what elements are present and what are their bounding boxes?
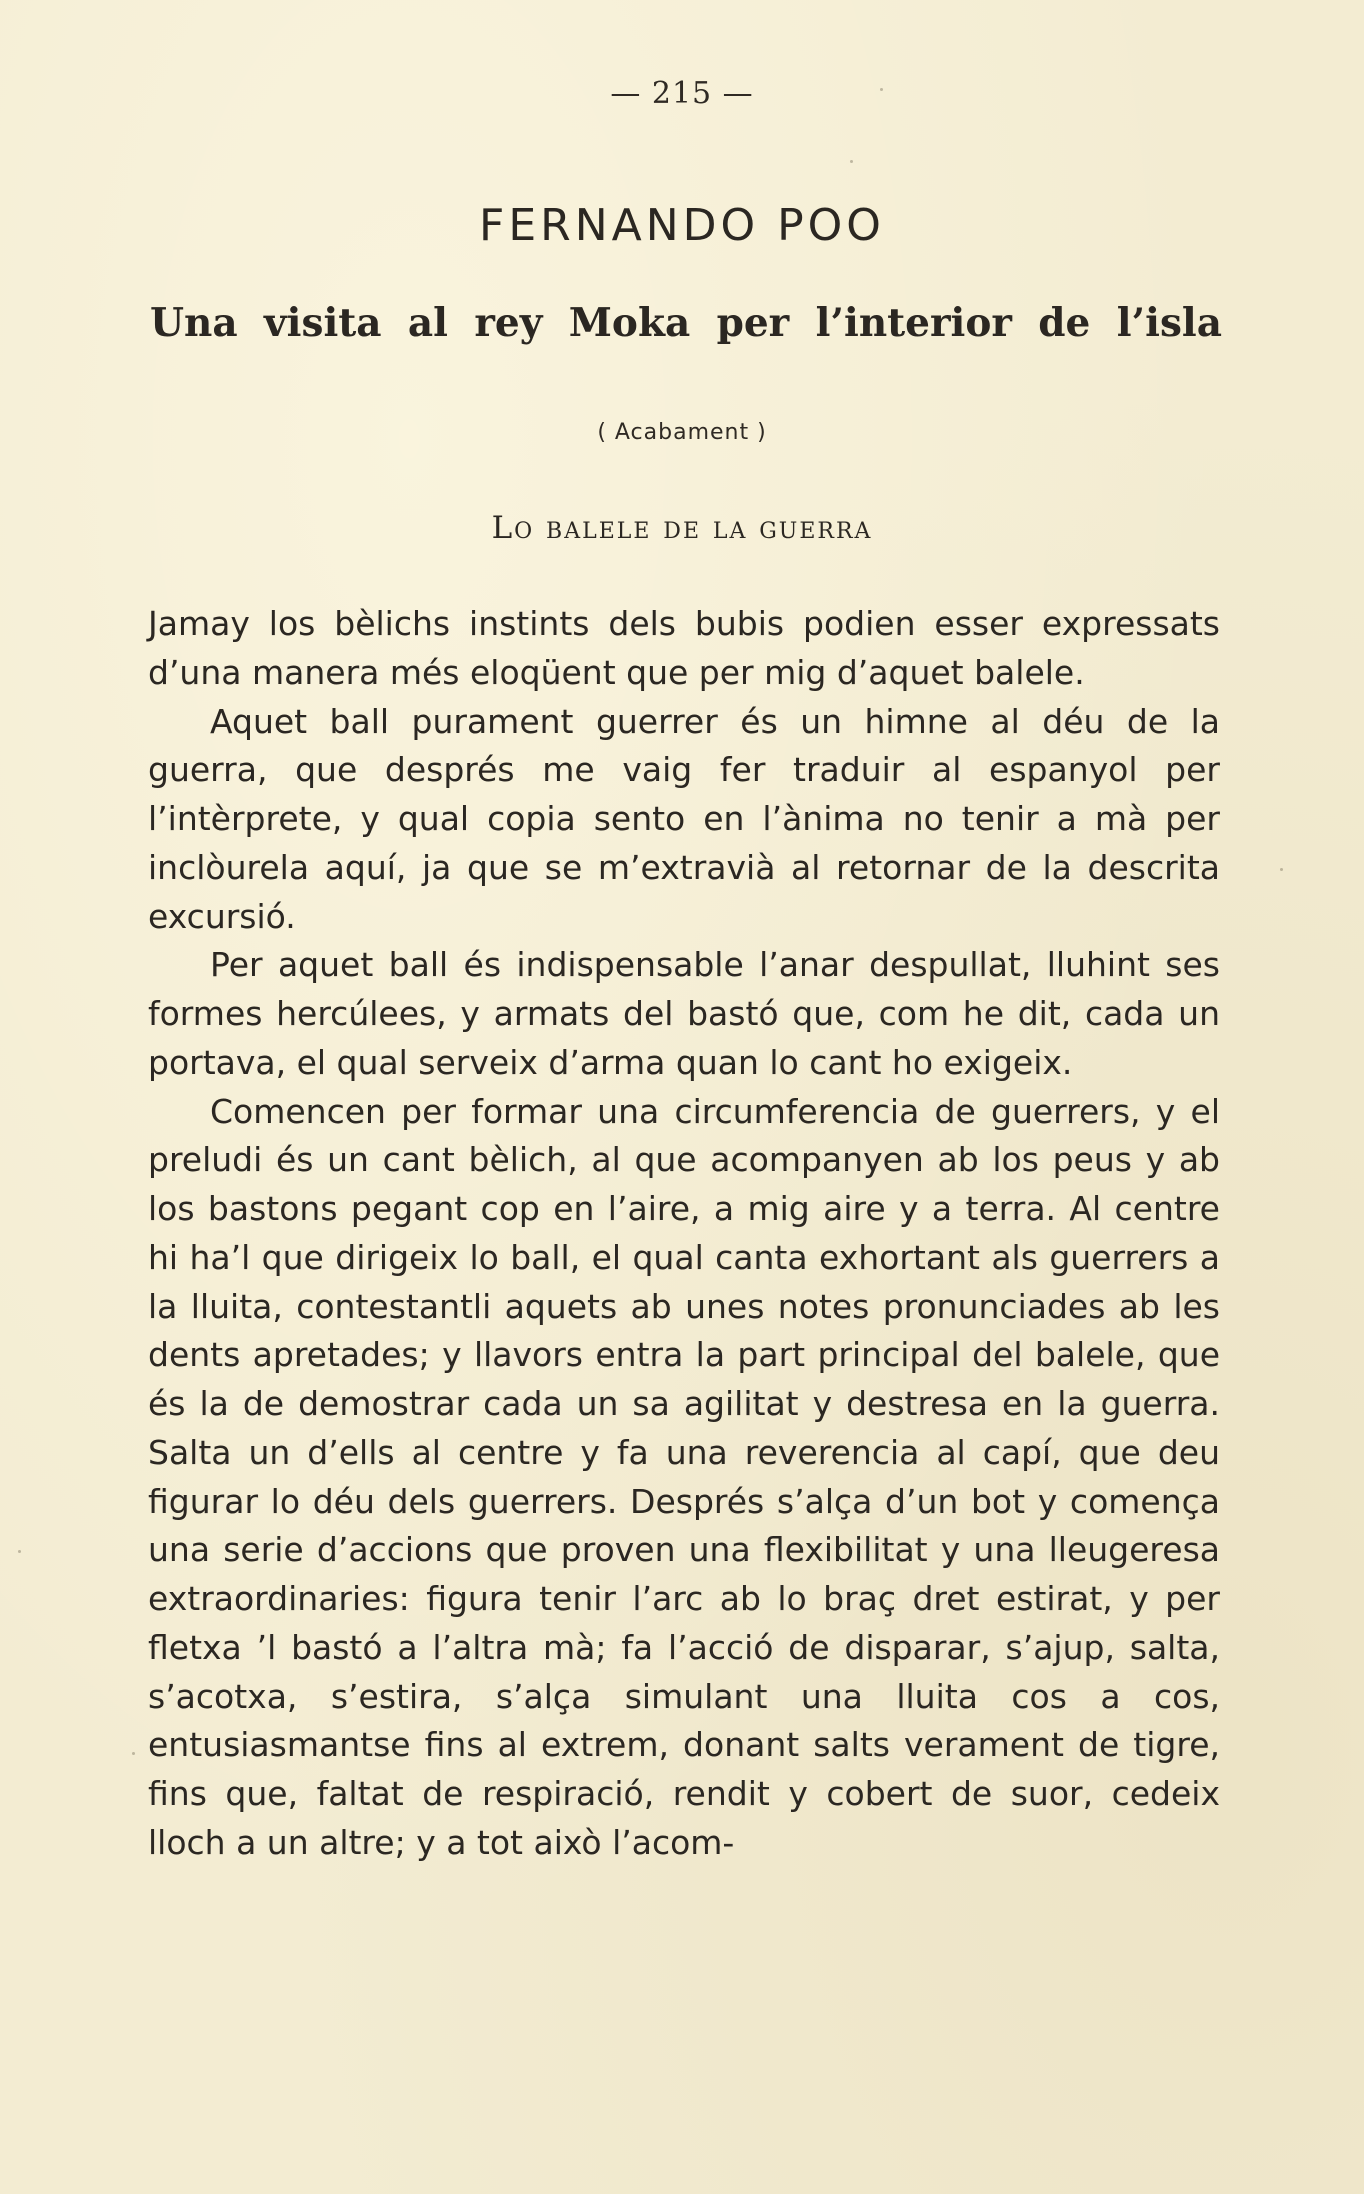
continuation-note: ( Acabament ) [597,420,767,445]
paper-speck [18,1550,21,1553]
paper-speck [132,1752,135,1755]
article-subtitle: Una visita al rey Moka per l’interior de l’isla [150,300,1222,346]
paper-speck [880,88,883,91]
paragraph: Aquet ball purament guerrer és un himne al déu de la guerra, que després me vaig fer traduir al espanyol per l’intèrprete, y qual copia sento en l’ànima no tenir a mà per inclòurela aquí, ja que se m’extravià al retornar de la descrita excursió. [148,701,1220,936]
section-heading: Lo balele de la guerra [491,510,873,546]
body-text [148,600,1220,1868]
paragraph: Jamay los bèlichs instints dels bubis podien esser expressats d’una manera més eloqüent que per mig d’aquet balele. [148,604,1220,692]
paper-speck [850,160,853,163]
paragraph: Comencen per formar una circumferencia de guerrers, y el preludi és un cant bèlich, al que acompanyen ab los peus y ab los bastons pegant cop en l’aire, a mig aire y a terra. Al centre hi ha’l que dirigeix lo ball, el qual canta exhortant als guerrers a la lluita, contestantli aquets ab unes notes pronunciades ab les dents apretades; y llavors entra la part principal del balele, que és la de demostrar cada un sa agilitat y destresa en la guerra. Salta un d’ells al centre y fa una reverencia al capí, que deu figurar lo déu dels guerrers. Després s’alça d’un bot y comença una serie d’accions que proven una flexibilitat y una lleugeresa extraordinaries: figura tenir l’arc ab lo braç dret estirat, y per fletxa ’l bastó a l’altra mà; fa l’acció de disparar, s’ajup, salta, s’acotxa, s’estira, s’alça simulant una lluita cos a cos, entusiasmantse fins al extrem, donant salts verament de tigre, fins que, faltat de respiració, rendit y cobert de suor, cedeix lloch a un altre; y a tot això l’acom- [148,1091,1220,1862]
paragraph: Per aquet ball és indispensable l’anar despullat, lluhint ses formes hercúlees, y armats del bastó que, com he dit, cada un portava, el qual serveix d’arma quan lo cant ho exigeix. [148,945,1220,1082]
paper-speck [1280,868,1283,871]
page-number: — 215 — [610,76,754,111]
running-header: FERNANDO POO [479,200,885,251]
